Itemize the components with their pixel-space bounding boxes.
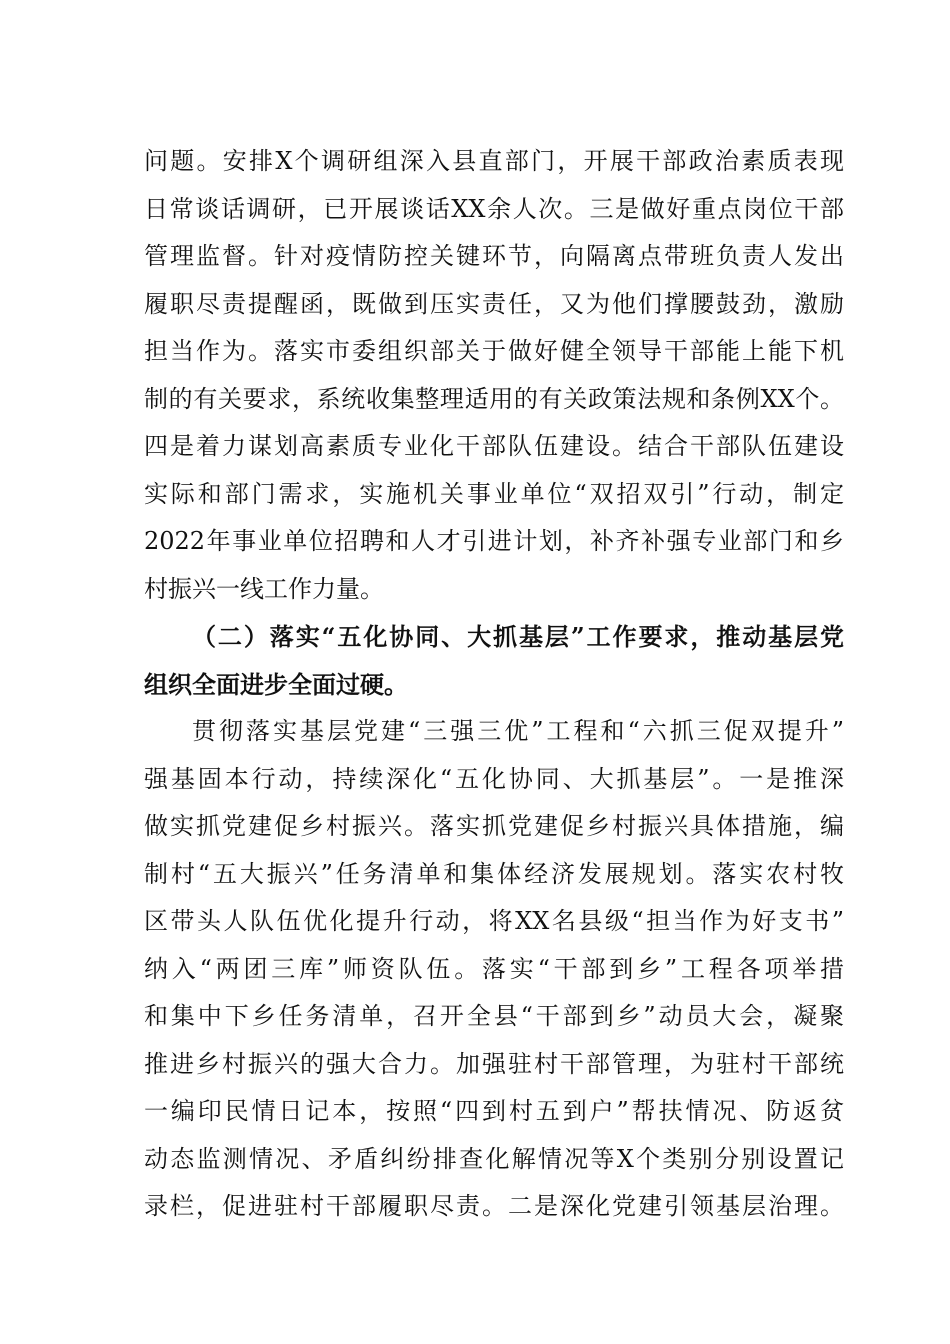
text-line: 纳入“两团三库”师资队伍。落实“干部到乡”工程各项举措: [144, 954, 844, 983]
text-line: 履职尽责提醒函，既做到压实责任，又为他们撑腰鼓劲，激励: [144, 289, 844, 318]
text-line: 动态监测情况、矛盾纠纷排查化解情况等X个类别分别设置记: [144, 1144, 844, 1173]
text-line: 区带头人队伍优化提升行动，将XX名县级“担当作为好支书”: [144, 907, 844, 935]
document-body: [144, 138, 844, 1231]
section-heading-line: （二）落实“五化协同、大抓基层”工作要求，推动基层党: [192, 622, 844, 651]
text-line: 和集中下乡任务清单，召开全县“干部到乡”动员大会，凝聚: [144, 1002, 844, 1030]
text-line: 制村“五大振兴”任务清单和集体经济发展规划。落实农村牧: [144, 859, 844, 888]
text-line: 推进乡村振兴的强大合力。加强驻村干部管理，为驻村干部统: [144, 1049, 844, 1078]
text-line: 村振兴一线工作力量。: [144, 574, 384, 603]
text-line: 实际和部门需求，实施机关事业单位“双招双引”行动，制定: [144, 479, 844, 508]
text-line: 四是着力谋划高素质专业化干部队伍建设。结合干部队伍建设: [144, 432, 844, 460]
text-line: 一编印民情日记本，按照“四到村五到户”帮扶情况、防返贫: [144, 1097, 844, 1125]
text-line: 问题。安排X个调研组深入县直部门，开展干部政治素质表现: [144, 147, 844, 175]
text-line: 担当作为。落实市委组织部关于做好健全领导干部能上能下机: [144, 337, 844, 365]
text-line: 2022年事业单位招聘和人才引进计划，补齐补强专业部门和乡: [144, 527, 844, 555]
text-line: 日常谈话调研，已开展谈话XX余人次。三是做好重点岗位干部: [144, 194, 844, 223]
text-line: 管理监督。针对疫情防控关键环节，向隔离点带班负责人发出: [144, 242, 844, 270]
text-line: 录栏，促进驻村干部履职尽责。二是深化党建引领基层治理。: [144, 1192, 844, 1220]
section-heading-line: 组织全面进步全面过硬。: [144, 669, 408, 699]
text-line: 制的有关要求，系统收集整理适用的有关政策法规和条例XX个。: [144, 384, 844, 413]
text-line: 贯彻落实基层党建“三强三优”工程和“六抓三促双提升”: [192, 717, 844, 745]
text-line: 强基固本行动，持续深化“五化协同、大抓基层”。一是推深: [144, 764, 844, 793]
text-line: 做实抓党建促乡村振兴。落实抓党建促乡村振兴具体措施，编: [144, 812, 844, 840]
